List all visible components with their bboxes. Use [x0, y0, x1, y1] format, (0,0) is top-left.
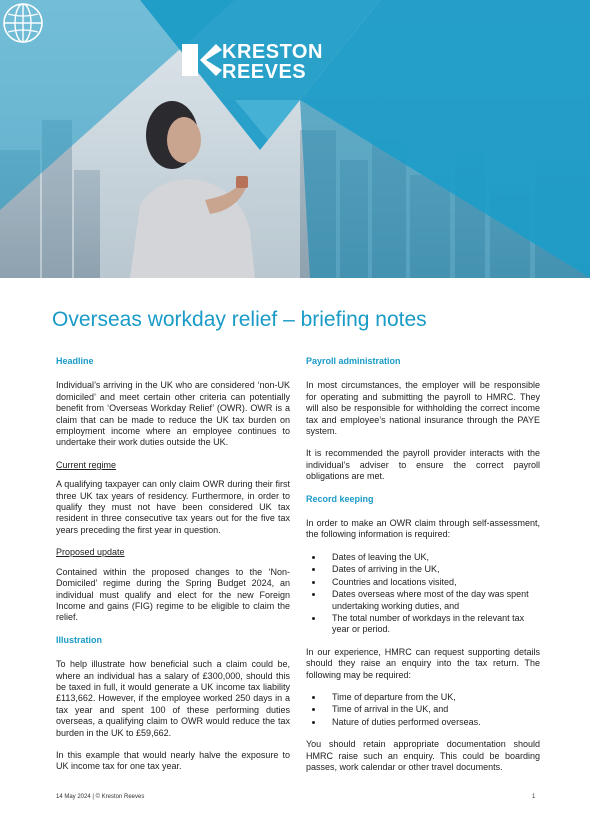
left-column [56, 356, 290, 784]
list-item: • Dates overseas where most of the day was spent undertaking working duties, and [324, 589, 540, 612]
list-item: • Dates of leaving the UK, [324, 552, 540, 563]
proposed-update-text: Contained within the proposed changes to the ‘Non-Domiciled’ regime during the Spring Budget 2024, an individual must qualify and elect for the new Foreign Income and gains (FIG) regime to be eligible to claim the relief. [56, 566, 290, 623]
footer-date-copyright: 14 May 2024 | © Kreston Reeves [56, 794, 145, 800]
record-intro: In order to make an OWR claim through self-assessment, the following information is required: [306, 518, 540, 540]
heading-proposed-update: Proposed update [56, 547, 125, 558]
logo-text-reeves: REEVES [222, 61, 307, 83]
payroll-text-2: It is recommended the payroll provider interacts with the individual’s adviser to ensure the correct payroll obligations are met. [306, 448, 540, 482]
heading-headline: Headline [56, 356, 94, 366]
globe-icon [0, 0, 46, 46]
heading-record-keeping: Record keeping [306, 493, 374, 504]
illustration-text-2: In this example that would nearly halve the exposure to UK income tax for one tax year. [56, 749, 290, 772]
experience-list [306, 692, 540, 728]
page-title: Overseas workday relief – briefing notes [52, 308, 427, 331]
list-item: • Time of arrival in the UK, and [324, 704, 540, 715]
payroll-text-1: In most circumstances, the employer will be responsible for operating and submitting the payroll to HMRC. They will also be responsible for withholding the correct income tax and employee’s national insurance through the PAYE system. [306, 380, 540, 437]
logo-text-kreston: KRESTON [222, 41, 323, 63]
experience-text: In our experience, HMRC can request supporting details should they raise an enquiry into the tax return. The following may be required: [306, 646, 540, 680]
list-item: • Dates of arriving in the UK, [324, 564, 540, 575]
heading-illustration: Illustration [56, 634, 103, 645]
list-item: • Countries and locations visited, [324, 577, 540, 588]
current-regime-text: A qualifying taxpayer can only claim OWR during their first three UK tax years of residency. Furthermore, in order to qualify they must not have been considered UK tax resident in three consecutive tax years out for the five tax years preceding the first year in question. [56, 479, 290, 535]
list-item: • The total number of workdays in the relevant tax year or period. [324, 613, 540, 636]
right-column [306, 356, 540, 784]
list-item: • Time of departure from the UK, [324, 692, 540, 703]
heading-payroll: Payroll administration [306, 356, 401, 366]
list-item: • Nature of duties performed overseas. [324, 717, 540, 728]
heading-current-regime: Current regime [56, 459, 117, 470]
illustration-text-1: To help illustrate how beneficial such a claim could be, where an individual has a salary of £300,000, should this be taxed in full, it would generate a UK income tax liability £113,662. However, if the employee worked 250 days in a tax year and spent 100 of these performing duties overseas, a qualifying claim to OWR would reduce the tax burden in the UK to £59,662. [56, 659, 290, 738]
retain-text: You should retain appropriate documentation should HMRC raise such an enquiry. This could be boarding passes, work calendar or other travel documents. [306, 739, 540, 772]
page-number: 1 [532, 794, 536, 800]
hero-banner [0, 0, 590, 278]
headline-text: Individual’s arriving in the UK who are considered ‘non-UK domiciled’ and meet certain other criteria can potentially benefit from ‘Overseas Workday Relief’ (OWR). OWR is a claim that can be made to reduce the UK tax burden on employment income where an employee continues to undertake their work duties outside the UK. [56, 380, 290, 448]
record-list [306, 552, 540, 636]
